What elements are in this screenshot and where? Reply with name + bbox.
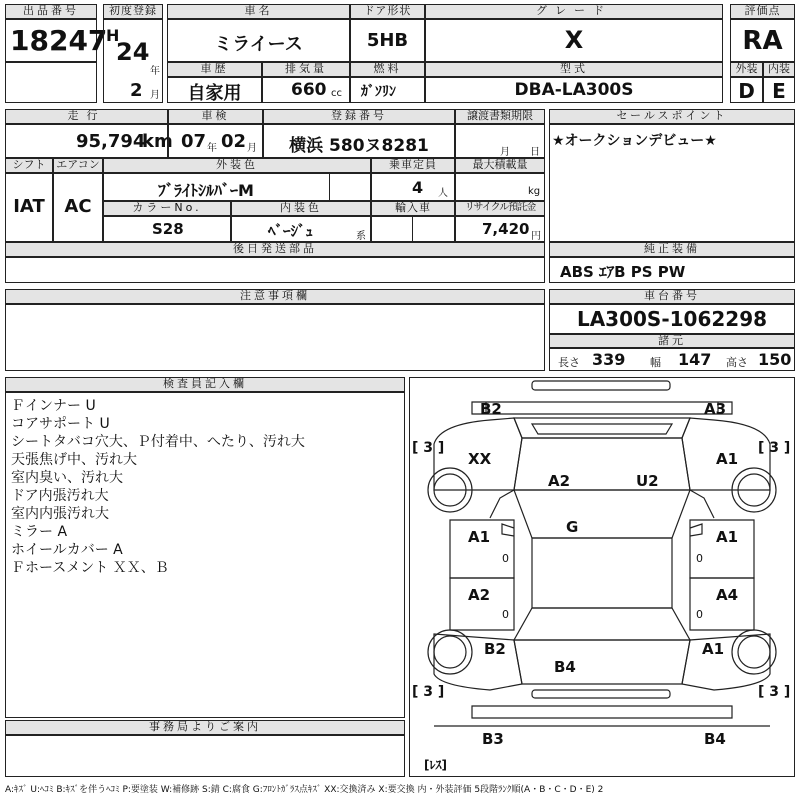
note-line: シートタバコ穴大、Ｐ付着中、へたり、汚れ大 <box>11 434 305 450</box>
transfer-day-unit: 日 <box>530 147 540 158</box>
grade-label: グレード <box>425 4 723 19</box>
zero-mark: 0 <box>696 552 703 565</box>
zero-mark: 0 <box>502 552 509 565</box>
transfer-label: 譲渡書類期限 <box>455 109 545 124</box>
history-label: 車歴 <box>167 62 262 77</box>
reg-year-unit: 年 <box>150 66 160 77</box>
label-fender-right: A1 <box>716 450 739 468</box>
height: 150 <box>758 350 792 369</box>
grade: X <box>564 26 584 54</box>
interior-color: ﾍﾞｰｼﾞｭ <box>268 222 314 240</box>
recycle-unit: 円 <box>531 231 541 242</box>
fuel-label: 燃料 <box>350 62 425 77</box>
load-label: 最大積載量 <box>455 158 545 173</box>
car-name-label: 車名 <box>167 4 350 19</box>
car-diagram <box>409 377 795 777</box>
displacement-unit: cc <box>331 88 342 99</box>
import-label: 輸入車 <box>371 201 455 216</box>
inspection-month-unit: 月 <box>247 143 257 154</box>
lot-no-label: 出品番号 <box>5 4 97 19</box>
shift-cell <box>5 173 53 242</box>
car-name: ミライース <box>214 34 303 55</box>
capacity-unit: 人 <box>438 188 448 199</box>
length: 339 <box>592 350 626 369</box>
label-front-right: A3 <box>704 400 727 418</box>
spare-tire-mark: [ﾚｽ] <box>424 758 447 772</box>
equipment-label: 純正装備 <box>549 242 795 257</box>
tire-mark-rl: [ 3 ] <box>412 684 445 700</box>
exterior-label: 外装 <box>730 62 763 77</box>
score-label: 評価点 <box>730 4 795 19</box>
recycle-cell <box>455 216 545 242</box>
label-front-left: B2 <box>480 400 502 418</box>
legend: A:ｷｽﾞ U:ﾍｺﾐ B:ｷｽﾞを伴うﾍｺﾐ P:要塗装 W:補修跡 S:錆 C:腐食 G:ﾌﾛﾝﾄｶﾞﾗｽ点ｷｽﾞ XX:交換済み X:要交換 内・外装評価 5段階ﾗﾝｸ順(A・B・C・D・E) 2 <box>5 785 604 795</box>
load-unit: kg <box>528 186 541 197</box>
label-hood-right: U2 <box>636 472 659 490</box>
zero-mark: 0 <box>502 608 509 621</box>
caution-label: 注意事項欄 <box>5 289 545 304</box>
displacement-cell <box>262 77 350 103</box>
lot-no-cell <box>5 19 108 62</box>
label-door-rl: A2 <box>468 586 491 604</box>
tire-mark-rr: [ 3 ] <box>758 684 791 700</box>
reg-month: 2 <box>130 80 143 101</box>
color-no-cell <box>103 216 231 242</box>
first-reg-label: 初度登録 <box>103 4 163 19</box>
caution-cell <box>5 304 545 371</box>
chassis: LA300S-1062298 <box>576 307 768 331</box>
equipment-cell <box>549 257 795 283</box>
ac-label: エアコン <box>53 158 103 173</box>
shift: IAT <box>13 196 45 217</box>
label-quarter-left: B2 <box>484 640 506 658</box>
office-cell <box>5 735 405 777</box>
load-cell <box>455 173 545 201</box>
inspector-cell <box>5 392 405 718</box>
sales-point-label: セールスポイント <box>549 109 795 124</box>
model: DBA-LA300S <box>514 80 634 100</box>
plate-cell <box>263 124 455 158</box>
fuel: ｶﾞｿﾘﾝ <box>361 84 396 100</box>
interior-cell <box>763 77 795 103</box>
first-reg-cell <box>103 19 163 103</box>
note-line: 天張焦げ中、汚れ大 <box>11 452 137 468</box>
plate-label: 登録番号 <box>263 109 455 124</box>
label-rear-left: B3 <box>482 730 504 748</box>
interior-label: 内装 <box>763 62 795 77</box>
note-line: ドア内張汚れ大 <box>11 488 109 504</box>
color-no-label: カラーNo. <box>103 201 231 216</box>
ac: AC <box>64 196 92 217</box>
color-cell <box>103 173 371 201</box>
width: 147 <box>678 350 712 369</box>
mileage-unit: km <box>142 131 173 152</box>
inspection-cell <box>168 124 263 158</box>
exterior-score: D <box>738 79 755 103</box>
office-label: 事務局よりご案内 <box>5 720 405 735</box>
label-windshield: G <box>566 518 579 536</box>
displacement: 660 <box>291 80 327 100</box>
dims-cell <box>549 348 795 371</box>
label-door-rr: A4 <box>716 586 739 604</box>
inspector-label: 検査員記入欄 <box>5 377 405 392</box>
dims-label: 諸元 <box>549 334 795 348</box>
width-label: 幅 <box>650 356 661 369</box>
later-parts-cell <box>5 257 545 283</box>
inspector-notes <box>11 397 305 577</box>
equipment: ABS ｴｱB PS PW <box>560 263 686 281</box>
note-line: コアサポート U <box>11 416 110 432</box>
color-no: S28 <box>152 220 184 238</box>
import-divider <box>412 217 413 241</box>
sales-point: ★オークションデビュー★ <box>552 133 717 149</box>
label-fender-left: XX <box>468 450 492 468</box>
transfer-cell <box>455 124 545 158</box>
capacity: 4 <box>412 178 424 197</box>
zero-mark: 0 <box>696 608 703 621</box>
history: 自家用 <box>187 83 242 104</box>
door-cell <box>350 19 425 62</box>
model-label: 型式 <box>425 62 723 77</box>
recycle-label: リサイクル預託金 <box>455 201 545 216</box>
history-cell <box>167 77 262 103</box>
label-door-fr: A1 <box>716 528 739 546</box>
inspection-month: 02 <box>221 131 247 152</box>
reg-month-unit: 月 <box>150 90 160 101</box>
later-parts-label: 後日発送部品 <box>5 242 545 257</box>
door-label: ドア形状 <box>350 4 425 19</box>
length-label: 長さ <box>558 356 580 369</box>
mileage-label: 走行 <box>5 109 168 124</box>
ac-cell <box>53 173 103 242</box>
color-label: 外装色 <box>103 158 371 173</box>
interior-color-unit: 系 <box>356 231 366 242</box>
interior-score: E <box>772 79 786 103</box>
displacement-label: 排気量 <box>262 62 350 77</box>
note-line: ミラー A <box>11 524 68 540</box>
exterior-cell <box>730 77 763 103</box>
car-outline <box>410 378 794 776</box>
label-hood-left: A2 <box>548 472 571 490</box>
door-type: 5HB <box>366 30 409 51</box>
mileage: 95,794 <box>76 131 146 152</box>
model-cell <box>425 77 723 103</box>
interior-color-label: 内装色 <box>231 201 371 216</box>
car-name-cell <box>167 19 350 62</box>
note-line: Ｆホースメント ＸＸ、Ｂ <box>11 560 169 576</box>
reg-era: H <box>106 26 120 45</box>
note-line: 室内臭い、汚れ大 <box>11 470 123 486</box>
import-cell <box>371 216 455 242</box>
score: RA <box>742 26 783 56</box>
inspection-label: 車検 <box>168 109 263 124</box>
inspection-year: 07 <box>181 131 207 152</box>
reg-year: 24 <box>116 38 150 66</box>
tire-mark-fr: [ 3 ] <box>758 440 791 456</box>
sales-point-cell <box>549 124 795 242</box>
plate: 横浜 580ヌ8281 <box>289 136 429 156</box>
transfer-month-unit: 月 <box>500 147 510 158</box>
recycle: 7,420 <box>482 220 530 238</box>
label-rear-right: B4 <box>704 730 726 748</box>
label-door-fl: A1 <box>468 528 491 546</box>
score-cell <box>730 19 795 62</box>
mileage-cell <box>5 124 173 158</box>
grade-cell <box>425 19 723 62</box>
tire-mark-fl: [ 3 ] <box>412 440 445 456</box>
lot-no-blank <box>5 62 97 103</box>
color-divider <box>329 174 330 200</box>
chassis-cell <box>549 304 795 334</box>
note-line: Ｆインナー U <box>11 398 96 414</box>
color: ﾌﾞﾗｲﾄｼﾙﾊﾞｰM <box>158 181 254 200</box>
inspection-year-unit: 年 <box>207 143 217 154</box>
fuel-cell <box>350 77 425 103</box>
label-quarter-right: A1 <box>702 640 725 658</box>
capacity-label: 乗車定員 <box>371 158 455 173</box>
note-line: 室内内張汚れ大 <box>11 506 109 522</box>
lot-no: 18247 <box>10 24 108 57</box>
shift-label: シフト <box>5 158 53 173</box>
interior-color-cell <box>231 216 371 242</box>
note-line: ホイールカバー A <box>11 542 123 558</box>
capacity-cell <box>371 173 455 201</box>
height-label: 高さ <box>726 356 748 369</box>
label-trunk: B4 <box>554 658 576 676</box>
chassis-label: 車台番号 <box>549 289 795 304</box>
